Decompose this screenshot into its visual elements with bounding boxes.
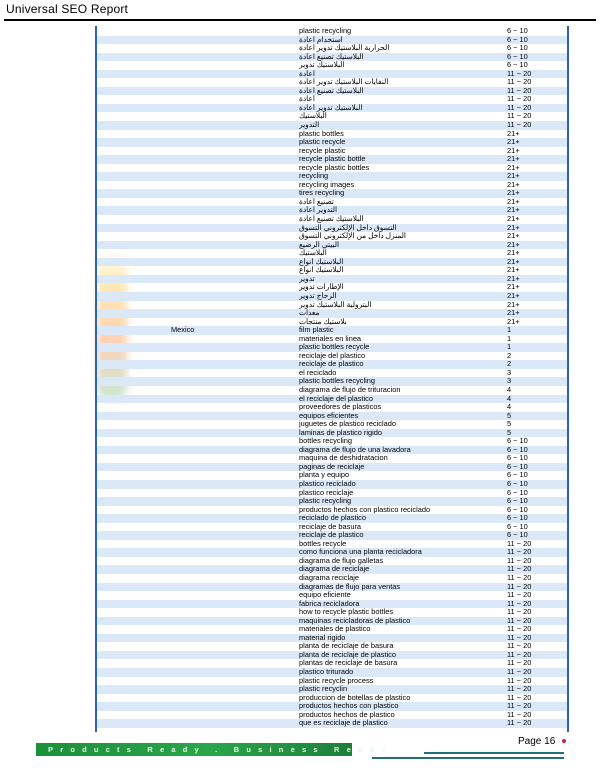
rank-cell: 11 ~ 20	[507, 684, 532, 694]
table-row	[97, 420, 567, 429]
rank-cell: 11 ~ 20	[507, 675, 532, 685]
rank-cell: 21+	[507, 128, 520, 138]
rank-cell: 21+	[507, 282, 520, 292]
table-row	[97, 78, 567, 87]
rank-cell: 21+	[507, 154, 520, 164]
rank-cell: 11 ~ 20	[507, 111, 532, 121]
keyword-cell: recycle plastic bottles	[299, 163, 370, 172]
keyword-cell: plastic recycling	[299, 27, 352, 35]
table-row	[97, 557, 567, 566]
report-title: Universal SEO Report	[6, 2, 129, 16]
rank-cell: 5	[507, 410, 512, 420]
rank-cell: 21+	[507, 214, 520, 224]
table-row	[97, 249, 567, 258]
table-row	[97, 463, 567, 472]
table-row	[97, 155, 567, 164]
keyword-cell: تدوير	[299, 274, 315, 283]
rank-cell: 11 ~ 20	[507, 598, 532, 608]
rank-cell: 6 ~ 10	[507, 470, 528, 480]
rank-cell: 6 ~ 10	[507, 530, 528, 540]
table-row	[97, 471, 567, 480]
footer-rule	[372, 757, 564, 759]
table-row	[97, 677, 567, 686]
table-row	[97, 189, 567, 198]
table-row	[97, 642, 567, 651]
rank-cell: 11 ~ 20	[507, 632, 532, 642]
keyword-cell: fabrica recicladora	[299, 599, 360, 608]
table-row	[97, 70, 567, 79]
table-row	[97, 36, 567, 45]
keyword-cell: plastic bottles recycling	[299, 377, 375, 386]
table-row	[97, 659, 567, 668]
table-row	[97, 335, 567, 344]
rank-cell: 21+	[507, 222, 520, 232]
keyword-cell: الزجاج تدوير	[299, 291, 337, 300]
table-row	[97, 634, 567, 643]
table-row	[97, 138, 567, 147]
table-row	[97, 87, 567, 96]
rank-cell: 6 ~ 10	[507, 461, 528, 471]
table-row	[97, 719, 567, 728]
rank-cell: 6 ~ 10	[507, 496, 528, 506]
keyword-cell: materiales en linea	[299, 334, 362, 343]
keyword-cell: recycle plastic	[299, 146, 346, 155]
keyword-cell: استخدام اعادة	[299, 35, 343, 44]
table-row	[97, 292, 567, 301]
rank-cell: 6 ~ 10	[507, 513, 528, 523]
table-row	[97, 266, 567, 275]
rank-cell: 21+	[507, 137, 520, 147]
table-row	[97, 258, 567, 267]
table-row	[97, 506, 567, 515]
rank-cell: 21+	[507, 265, 520, 275]
keyword-cell: النفايات البلاستيك تدوير اعادة	[299, 78, 389, 87]
keyword-cell: tires recycling	[299, 189, 345, 198]
rank-cell: 6 ~ 10	[507, 43, 528, 53]
table-row	[97, 27, 567, 36]
rank-cell: 2	[507, 359, 512, 369]
keyword-cell: البترولية البلاستيك تدوير	[299, 300, 372, 309]
keyword-cell: bottles recycling	[299, 437, 352, 446]
rank-cell: 21+	[507, 316, 520, 326]
keyword-cell: reciclaje de basura	[299, 522, 362, 531]
rank-cell: 6 ~ 10	[507, 487, 528, 497]
table-row	[97, 480, 567, 489]
table-row	[97, 489, 567, 498]
keyword-cell: diagrama de flujo de trituracion	[299, 385, 401, 394]
table-row	[97, 497, 567, 506]
rank-cell: 6 ~ 10	[507, 453, 528, 463]
rank-cell: 6 ~ 10	[507, 478, 528, 488]
table-row	[97, 514, 567, 523]
rank-cell: 11 ~ 20	[507, 718, 532, 728]
keyword-cell: plastico reciclado	[299, 479, 356, 488]
table-row	[97, 625, 567, 634]
table-row	[97, 198, 567, 207]
table-row	[97, 565, 567, 574]
table-row	[97, 104, 567, 113]
rank-cell: 6 ~ 10	[507, 521, 528, 531]
keyword-cell: planta de reciclaje de plastico	[299, 650, 396, 659]
rank-cell: 1	[507, 325, 512, 335]
table-row	[97, 429, 567, 438]
rank-cell: 6 ~ 10	[507, 436, 528, 446]
table-row	[97, 454, 567, 463]
table-row	[97, 53, 567, 62]
table-row	[97, 386, 567, 395]
rank-cell: 11 ~ 20	[507, 641, 532, 651]
table-row	[97, 403, 567, 412]
keyword-cell: reciclado de plastico	[299, 514, 366, 523]
table-row	[97, 44, 567, 53]
keyword-cell: proveedores de plasticos	[299, 403, 382, 412]
keyword-cell: produccion de botellas de plastico	[299, 693, 411, 702]
table-row	[97, 711, 567, 720]
country-cell: Mexico	[171, 325, 195, 335]
keyword-cell: recycling images	[299, 180, 355, 189]
table-row	[97, 121, 567, 130]
table-row	[97, 548, 567, 557]
rank-cell: 21+	[507, 239, 520, 249]
keyword-cell: productos hechos con plastico	[299, 702, 399, 711]
table-row	[97, 232, 567, 241]
keyword-cell: diagramas de flujo para ventas	[299, 582, 401, 591]
table-row	[97, 318, 567, 327]
table-row	[97, 172, 567, 181]
rank-cell: 21+	[507, 179, 520, 189]
rank-cell: 6 ~ 10	[507, 504, 528, 514]
keyword-cell: اعادة	[299, 95, 315, 104]
keyword-cell: plastico reciclaje	[299, 488, 354, 497]
rank-cell: 4	[507, 384, 512, 394]
rank-cell: 11 ~ 20	[507, 102, 532, 112]
table-row	[97, 651, 567, 660]
keyword-cell: بلاستيك منتجات	[299, 317, 347, 326]
keyword-cell: البيتي الرضيع	[299, 240, 340, 249]
rank-cell: 11 ~ 20	[507, 607, 532, 617]
keyword-cell: البلاستيك	[299, 249, 327, 258]
keyword-cell: planta y equipo	[299, 471, 350, 480]
keyword-cell: diagrama de flujo de una lavadora	[299, 445, 411, 454]
table-row	[97, 523, 567, 532]
keyword-cell: el reciclaje del plastico	[299, 394, 373, 403]
keyword-cell: تصنيع اعادة	[299, 197, 334, 206]
rank-cell: 21+	[507, 171, 520, 181]
rank-cell: 21+	[507, 273, 520, 283]
keyword-cell: plastic recycle process	[299, 676, 374, 685]
rank-cell: 4	[507, 393, 512, 403]
footer-rule	[424, 752, 564, 754]
rank-cell: 11 ~ 20	[507, 692, 532, 702]
rank-cell: 11 ~ 20	[507, 77, 532, 87]
footer-tagline: Products Ready . Business Ready	[48, 745, 393, 754]
keyword-cell: maquinas recicladoras de plastico	[299, 616, 411, 625]
rank-cell: 21+	[507, 162, 520, 172]
keyword-cell: البلاستيك أنواع	[299, 257, 344, 266]
keyword-cell: el reciclado	[299, 368, 337, 377]
table-row	[97, 352, 567, 361]
rank-cell: 11 ~ 20	[507, 615, 532, 625]
rank-cell: 11 ~ 20	[507, 590, 532, 600]
keyword-cell: معدات	[299, 309, 320, 318]
rank-cell: 11 ~ 20	[507, 85, 532, 95]
table-row	[97, 437, 567, 446]
keyword-cell: film plastic	[299, 326, 334, 335]
rank-cell: 6 ~ 10	[507, 51, 528, 61]
table-row	[97, 360, 567, 369]
keyword-cell: reciclaje de plastico	[299, 531, 364, 540]
table-row	[97, 540, 567, 549]
table-row	[97, 309, 567, 318]
keyword-cell: التدوير	[299, 121, 320, 130]
keyword-cell: plastic recyclin	[299, 685, 348, 694]
table-row	[97, 395, 567, 404]
rank-cell: 6 ~ 10	[507, 60, 528, 70]
keyword-cell: plastic recycle	[299, 138, 346, 147]
table-row	[97, 694, 567, 703]
rank-cell: 11 ~ 20	[507, 538, 532, 548]
rank-cell: 11 ~ 20	[507, 701, 532, 711]
keyword-cell: diagrama reciclaje	[299, 574, 359, 582]
keyword-cell: recycling	[299, 172, 329, 181]
rank-cell: 11 ~ 20	[507, 94, 532, 104]
table-row	[97, 377, 567, 386]
rank-cell: 11 ~ 20	[507, 573, 532, 582]
keyword-ranking-table	[97, 27, 567, 728]
rank-cell: 6 ~ 10	[507, 444, 528, 454]
keyword-cell: البلاستيك	[299, 112, 327, 121]
keyword-cell: materiales de plastico	[299, 625, 371, 634]
table-row	[97, 164, 567, 173]
rank-cell: 21+	[507, 248, 520, 258]
keyword-cell: البلاستيك تصنيع اعادة	[299, 215, 364, 224]
keyword-cell: البلاستيك تدوير اعادة	[299, 103, 363, 112]
keyword-cell: اعادة	[299, 69, 315, 78]
keyword-cell: البلاستيك تصنيع اعادة	[299, 52, 364, 61]
table-row	[97, 574, 567, 583]
rank-cell: 6 ~ 10	[507, 34, 528, 44]
rank-cell: 21+	[507, 145, 520, 155]
rank-cell: 11 ~ 20	[507, 658, 532, 668]
rank-cell: 5	[507, 427, 512, 437]
keyword-cell: productos hechos de plastico	[299, 710, 395, 719]
table-row	[97, 343, 567, 352]
table-row	[97, 412, 567, 421]
rank-cell: 11 ~ 20	[507, 564, 532, 574]
keyword-cell: plastic recycling	[299, 497, 352, 506]
table-row	[97, 224, 567, 233]
table-row	[97, 326, 567, 335]
keyword-cell: diagrama de reciclaje	[299, 565, 370, 574]
keyword-cell: laminas de plastico rigido	[299, 428, 382, 437]
rank-cell: 1	[507, 342, 512, 352]
table-row	[97, 608, 567, 617]
page-number: Page 16	[518, 736, 556, 747]
keyword-cell: المنزل داخل من الإلكتروني التسوق	[299, 232, 406, 241]
rank-cell: 11 ~ 20	[507, 68, 532, 78]
table-row	[97, 301, 567, 310]
rank-cell: 21+	[507, 231, 520, 241]
table-row	[97, 531, 567, 540]
rank-cell: 6 ~ 10	[507, 26, 528, 35]
table-row	[97, 591, 567, 600]
table-row	[97, 61, 567, 70]
keyword-cell: equipos eficientes	[299, 411, 359, 420]
rank-cell: 11 ~ 20	[507, 649, 532, 659]
table-row	[97, 600, 567, 609]
keyword-cell: البلاستيك تصنيع اعادة	[299, 86, 364, 95]
keyword-cell: الحرارية البلاستيك تدوير اعادة	[299, 44, 390, 53]
table-row	[97, 446, 567, 455]
rank-cell: 21+	[507, 188, 520, 198]
rank-cell: 3	[507, 367, 512, 377]
keyword-cell: reciclaje del plastico	[299, 351, 366, 360]
rank-cell: 1	[507, 333, 512, 343]
rank-cell: 11 ~ 20	[507, 667, 532, 677]
keyword-cell: التدوير اعادة	[299, 206, 338, 215]
table-row	[97, 668, 567, 677]
rank-cell: 11 ~ 20	[507, 624, 532, 634]
rank-cell: 3	[507, 376, 512, 386]
table-row	[97, 206, 567, 215]
rank-cell: 11 ~ 20	[507, 555, 532, 565]
keyword-cell: planta de reciclaje de basura	[299, 642, 394, 651]
keyword-table-frame	[95, 26, 569, 732]
keyword-cell: juguetes de plastico reciclado	[299, 420, 396, 429]
table-row	[97, 147, 567, 156]
rank-cell: 21+	[507, 205, 520, 215]
keyword-cell: التسوق داخل الإلكتروني التسوق	[299, 223, 397, 232]
rank-cell: 11 ~ 20	[507, 709, 532, 719]
keyword-cell: maquina de deshidratacion	[299, 454, 388, 463]
rank-cell: 21+	[507, 308, 520, 318]
table-row	[97, 130, 567, 139]
keyword-cell: paginas de reciclaje	[299, 462, 365, 471]
keyword-cell: diagrama de flujo galletas	[299, 556, 384, 565]
keyword-cell: recycle plastic bottle	[299, 155, 366, 164]
table-row	[97, 685, 567, 694]
keyword-cell: البلاستيك تدوير	[299, 61, 345, 70]
rank-cell: 21+	[507, 290, 520, 300]
page-dot-icon	[562, 739, 566, 743]
keyword-cell: productos hechos con plastico reciclado	[299, 505, 431, 514]
keyword-cell: que es reciclaje de plastico	[299, 719, 388, 728]
rank-cell: 11 ~ 20	[507, 120, 532, 130]
keyword-cell: how to recycle plastic bottles	[299, 608, 394, 617]
rank-cell: 11 ~ 20	[507, 581, 532, 591]
rank-cell: 4	[507, 402, 512, 412]
header-rule	[4, 19, 596, 21]
keyword-cell: reciclaje de plastico	[299, 360, 364, 369]
table-row	[97, 112, 567, 121]
rank-cell: 5	[507, 419, 512, 429]
table-row	[97, 369, 567, 378]
keyword-cell: plastico triturado	[299, 668, 354, 677]
rank-cell: 2	[507, 350, 512, 360]
table-row	[97, 95, 567, 104]
keyword-cell: الإطارات تدوير	[299, 283, 344, 292]
table-row	[97, 702, 567, 711]
keyword-cell: البلاستيك انواع	[299, 266, 344, 275]
table-row	[97, 241, 567, 250]
keyword-cell: como funciona una planta recicladora	[299, 548, 422, 557]
table-row	[97, 275, 567, 284]
rank-cell: 21+	[507, 299, 520, 309]
keyword-cell: plastic bottles recycle	[299, 343, 370, 352]
keyword-cell: material rigido	[299, 633, 346, 642]
rank-cell: 21+	[507, 196, 520, 206]
rank-cell: 21+	[507, 256, 520, 266]
table-row	[97, 583, 567, 592]
footer-banner	[36, 743, 393, 756]
table-row	[97, 181, 567, 190]
table-row	[97, 617, 567, 626]
table-row	[97, 283, 567, 292]
keyword-cell: equipo eficiente	[299, 591, 351, 600]
rank-cell: 11 ~ 20	[507, 547, 532, 557]
keyword-cell: bottles recycle	[299, 539, 347, 548]
keyword-cell: plantas de reciclaje de basura	[299, 659, 398, 668]
table-row	[97, 215, 567, 224]
keyword-cell: plastic bottles	[299, 129, 344, 138]
